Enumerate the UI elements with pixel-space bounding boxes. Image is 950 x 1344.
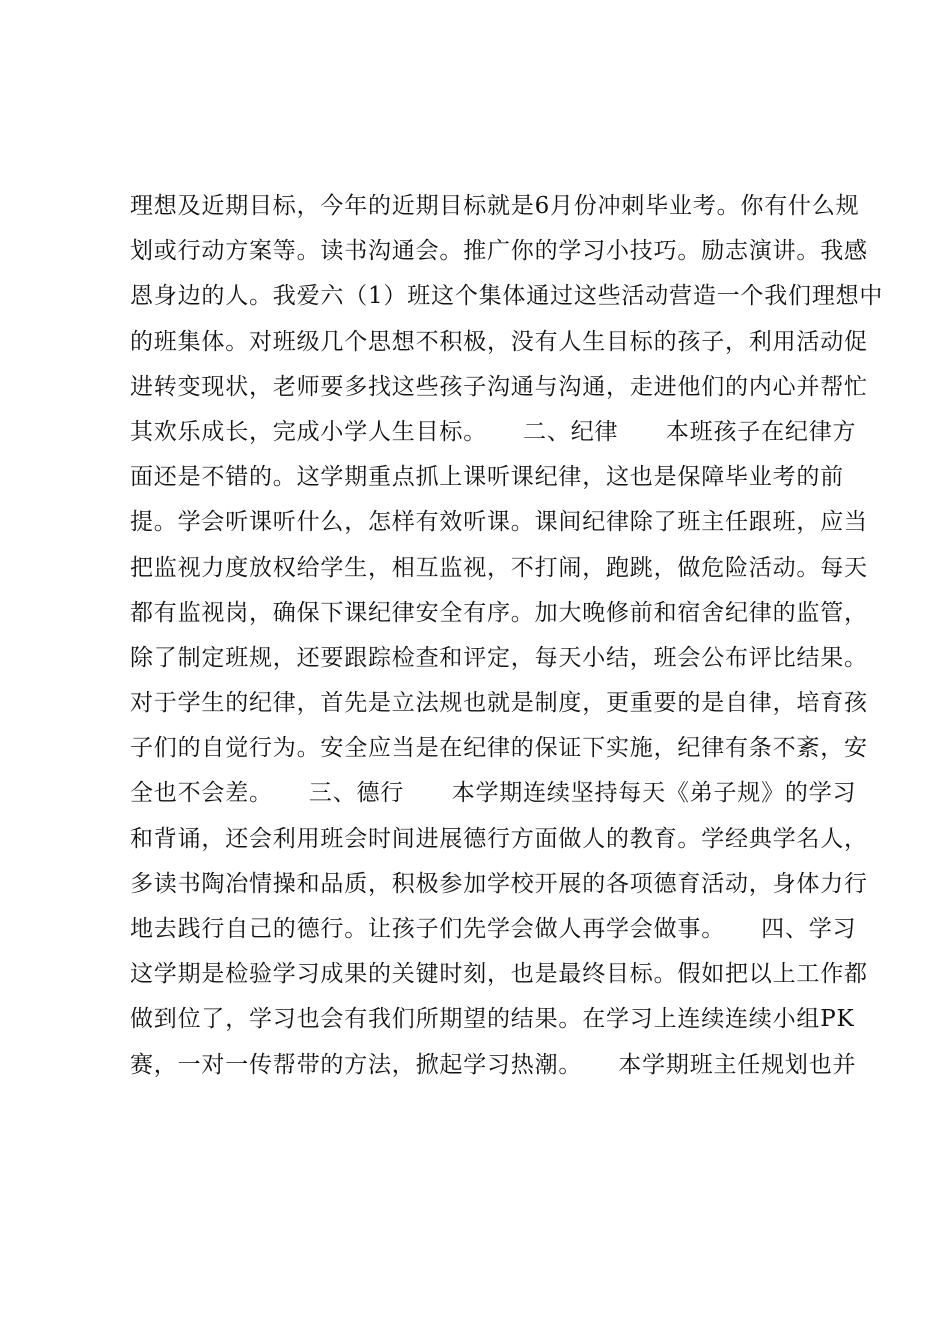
text-line: 多读书陶冶情操和品质，积极参加学校开展的各项德育活动，身体力行 [130,870,868,897]
text-line: 做到位了，学习也会有我们所期望的结果。在学习上连续连续小组PK [130,1006,855,1033]
text-line: 恩身边的人。我爱六（1）班这个集体通过这些活动营造一个我们理想中 [130,283,884,310]
text-line: 进转变现状，老师要多找这些孩子沟通与沟通，走进他们的内心并帮忙 [130,373,868,400]
text-line: 都有监视岗，确保下课纪律安全有序。加大晚修前和宿舍纪律的监管， [130,599,868,626]
text-line: 理想及近期目标，今年的近期目标就是6月份冲刺毕业考。你有什么规 [130,193,860,219]
text-line: 其欢乐成长，完成小学人生目标。 二、纪律 本班孩子在纪律方 [130,418,857,445]
text-line: 这学期是检验学习成果的关键时刻，也是最终目标。假如把以上工作都 [130,961,868,988]
text-line: 对于学生的纪律，首先是立法规也就是制度，更重要的是自律，培育孩 [130,690,868,717]
body-text [130,186,884,1090]
text-line: 的班集体。对班级几个思想不积极，没有人生目标的孩子，利用活动促 [130,328,868,355]
text-line: 子们的自觉行为。安全应当是在纪律的保证下实施，纪律有条不紊，安 [130,735,868,762]
text-line: 赛，一对一传帮带的方法，掀起学习热潮。 本学期班主任规划也并 [130,1051,857,1078]
text-line: 除了制定班规，还要跟踪检查和评定，每天小结，班会公布评比结果。 [130,644,868,671]
text-line: 全也不会差。 三、德行 本学期连续坚持每天《弟子规》的学习 [130,780,857,807]
text-line: 提。学会听课听什么，怎样有效听课。课间纪律除了班主任跟班，应当 [130,509,868,536]
text-line: 划或行动方案等。读书沟通会。推广你的学习小技巧。励志演讲。我感 [130,238,868,265]
text-line: 和背诵，还会利用班会时间进展德行方面做人的教育。学经典学名人， [130,825,868,852]
text-line: 面还是不错的。这学期重点抓上课听课纪律，这也是保障毕业考的前 [130,464,844,491]
text-line: 把监视力度放权给学生，相互监视，不打闹，跑跳，做危险活动。每天 [130,554,868,581]
text-line: 地去践行自己的德行。让孩子们先学会做人再学会做事。 四、学习 [130,916,857,942]
